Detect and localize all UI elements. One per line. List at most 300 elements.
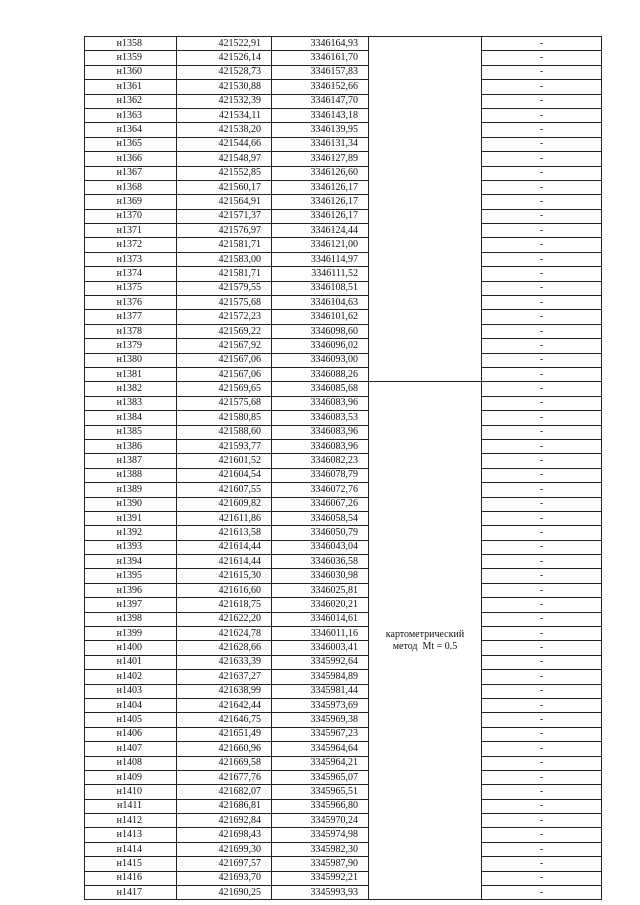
x-coordinate-cell: 421614,44 — [177, 555, 272, 569]
y-coordinate-cell: 3346050,79 — [272, 526, 369, 540]
y-coordinate-cell: 3346147,70 — [272, 94, 369, 108]
table-row — [85, 267, 602, 281]
x-coordinate-cell: 421660,96 — [177, 742, 272, 756]
error-cell: - — [482, 670, 602, 684]
y-coordinate-cell: 3345964,21 — [272, 756, 369, 770]
table-row — [85, 425, 602, 439]
x-coordinate-cell: 421615,30 — [177, 569, 272, 583]
error-cell: - — [482, 324, 602, 338]
error-cell: - — [482, 598, 602, 612]
y-coordinate-cell: 3346011,16 — [272, 627, 369, 641]
error-cell: - — [482, 439, 602, 453]
error-cell: - — [482, 583, 602, 597]
point-id-cell: н1377 — [85, 310, 177, 324]
table-row — [85, 540, 602, 554]
point-id-cell: н1368 — [85, 180, 177, 194]
error-cell: - — [482, 310, 602, 324]
error-cell: - — [482, 814, 602, 828]
error-cell: - — [482, 281, 602, 295]
x-coordinate-cell: 421567,92 — [177, 339, 272, 353]
y-coordinate-cell: 3346036,58 — [272, 555, 369, 569]
point-id-cell: н1404 — [85, 698, 177, 712]
table-row — [85, 871, 602, 885]
error-cell: - — [482, 842, 602, 856]
error-cell: - — [482, 742, 602, 756]
table-row — [85, 569, 602, 583]
table-row — [85, 180, 602, 194]
table-row — [85, 698, 602, 712]
y-coordinate-cell: 3345984,89 — [272, 670, 369, 684]
page-header-strip — [0, 0, 640, 20]
error-cell: - — [482, 396, 602, 410]
table-row — [85, 252, 602, 266]
coordinates-table — [84, 36, 602, 900]
y-coordinate-cell: 3345965,07 — [272, 770, 369, 784]
point-id-cell: н1365 — [85, 137, 177, 151]
table-row — [85, 770, 602, 784]
y-coordinate-cell: 3345992,64 — [272, 655, 369, 669]
x-coordinate-cell: 421698,43 — [177, 828, 272, 842]
point-id-cell: н1399 — [85, 627, 177, 641]
y-coordinate-cell: 3346030,98 — [272, 569, 369, 583]
point-id-cell: н1376 — [85, 296, 177, 310]
error-cell: - — [482, 727, 602, 741]
point-id-cell: н1413 — [85, 828, 177, 842]
table-row — [85, 152, 602, 166]
x-coordinate-cell: 421613,58 — [177, 526, 272, 540]
y-coordinate-cell: 3346126,17 — [272, 195, 369, 209]
table-row — [85, 627, 602, 641]
table-row — [85, 785, 602, 799]
error-cell: - — [482, 540, 602, 554]
method-line-1: картометрический — [385, 628, 465, 640]
x-coordinate-cell: 421569,65 — [177, 382, 272, 396]
y-coordinate-cell: 3346157,83 — [272, 65, 369, 79]
y-coordinate-cell: 3345987,90 — [272, 857, 369, 871]
error-cell: - — [482, 37, 602, 51]
error-cell: - — [482, 137, 602, 151]
y-coordinate-cell: 3346096,02 — [272, 339, 369, 353]
table-row — [85, 108, 602, 122]
y-coordinate-cell: 3345981,44 — [272, 684, 369, 698]
table-row — [85, 468, 602, 482]
point-id-cell: н1403 — [85, 684, 177, 698]
y-coordinate-cell: 3346014,61 — [272, 612, 369, 626]
point-id-cell: н1402 — [85, 670, 177, 684]
y-coordinate-cell: 3346025,81 — [272, 583, 369, 597]
error-cell: - — [482, 871, 602, 885]
point-id-cell: н1378 — [85, 324, 177, 338]
y-coordinate-cell: 3346126,60 — [272, 166, 369, 180]
y-coordinate-cell: 3345965,51 — [272, 785, 369, 799]
table-row — [85, 411, 602, 425]
point-id-cell: н1392 — [85, 526, 177, 540]
error-cell: - — [482, 367, 602, 381]
x-coordinate-cell: 421581,71 — [177, 267, 272, 281]
x-coordinate-cell: 421646,75 — [177, 713, 272, 727]
x-coordinate-cell: 421544,66 — [177, 137, 272, 151]
point-id-cell: н1390 — [85, 497, 177, 511]
x-coordinate-cell: 421692,84 — [177, 814, 272, 828]
table-row — [85, 742, 602, 756]
x-coordinate-cell: 421583,00 — [177, 252, 272, 266]
table-row — [85, 828, 602, 842]
method-cell — [369, 382, 482, 900]
point-id-cell: н1394 — [85, 555, 177, 569]
table-row — [85, 324, 602, 338]
error-cell: - — [482, 152, 602, 166]
point-id-cell: н1405 — [85, 713, 177, 727]
table-row — [85, 814, 602, 828]
error-cell: - — [482, 483, 602, 497]
y-coordinate-cell: 3346082,23 — [272, 454, 369, 468]
x-coordinate-cell: 421548,97 — [177, 152, 272, 166]
x-coordinate-cell: 421530,88 — [177, 80, 272, 94]
table-row — [85, 713, 602, 727]
y-coordinate-cell: 3346067,26 — [272, 497, 369, 511]
x-coordinate-cell: 421601,52 — [177, 454, 272, 468]
error-cell: - — [482, 195, 602, 209]
y-coordinate-cell: 3346131,34 — [272, 137, 369, 151]
table-row — [85, 583, 602, 597]
x-coordinate-cell: 421624,78 — [177, 627, 272, 641]
point-id-cell: н1391 — [85, 511, 177, 525]
x-coordinate-cell: 421611,86 — [177, 511, 272, 525]
error-cell: - — [482, 80, 602, 94]
error-cell: - — [482, 655, 602, 669]
error-cell: - — [482, 526, 602, 540]
table-row — [85, 80, 602, 94]
y-coordinate-cell: 3346083,96 — [272, 425, 369, 439]
point-id-cell: н1401 — [85, 655, 177, 669]
x-coordinate-cell: 421638,99 — [177, 684, 272, 698]
error-cell: - — [482, 123, 602, 137]
y-coordinate-cell: 3345973,69 — [272, 698, 369, 712]
point-id-cell: н1409 — [85, 770, 177, 784]
error-cell: - — [482, 828, 602, 842]
y-coordinate-cell: 3345982,30 — [272, 842, 369, 856]
y-coordinate-cell: 3346126,17 — [272, 180, 369, 194]
point-id-cell: н1366 — [85, 152, 177, 166]
method-line-2: метод Mt = 0.5 — [392, 640, 458, 652]
point-id-cell: н1383 — [85, 396, 177, 410]
y-coordinate-cell: 3345964,64 — [272, 742, 369, 756]
point-id-cell: н1386 — [85, 439, 177, 453]
table-row — [85, 670, 602, 684]
x-coordinate-cell: 421552,85 — [177, 166, 272, 180]
point-id-cell: н1373 — [85, 252, 177, 266]
error-cell: - — [482, 425, 602, 439]
point-id-cell: н1359 — [85, 51, 177, 65]
x-coordinate-cell: 421522,91 — [177, 37, 272, 51]
point-id-cell: н1363 — [85, 108, 177, 122]
y-coordinate-cell: 3346127,89 — [272, 152, 369, 166]
error-cell: - — [482, 770, 602, 784]
x-coordinate-cell: 421682,07 — [177, 785, 272, 799]
x-coordinate-cell: 421532,39 — [177, 94, 272, 108]
table-row — [85, 224, 602, 238]
error-cell: - — [482, 51, 602, 65]
y-coordinate-cell: 3346020,21 — [272, 598, 369, 612]
point-id-cell: н1369 — [85, 195, 177, 209]
point-id-cell: н1406 — [85, 727, 177, 741]
y-coordinate-cell: 3346152,66 — [272, 80, 369, 94]
method-cell-empty — [369, 37, 482, 382]
table-row — [85, 238, 602, 252]
y-coordinate-cell: 3346072,76 — [272, 483, 369, 497]
error-cell: - — [482, 382, 602, 396]
table-row — [85, 65, 602, 79]
x-coordinate-cell: 421618,75 — [177, 598, 272, 612]
point-id-cell: н1395 — [85, 569, 177, 583]
table-row — [85, 37, 602, 51]
x-coordinate-cell: 421593,77 — [177, 439, 272, 453]
error-cell: - — [482, 454, 602, 468]
y-coordinate-cell: 3346043,04 — [272, 540, 369, 554]
point-id-cell: н1408 — [85, 756, 177, 770]
y-coordinate-cell: 3345993,93 — [272, 886, 369, 900]
table-row — [85, 497, 602, 511]
x-coordinate-cell: 421560,17 — [177, 180, 272, 194]
y-coordinate-cell: 3346078,79 — [272, 468, 369, 482]
error-cell: - — [482, 641, 602, 655]
point-id-cell: н1385 — [85, 425, 177, 439]
error-cell: - — [482, 166, 602, 180]
x-coordinate-cell: 421622,20 — [177, 612, 272, 626]
x-coordinate-cell: 421677,76 — [177, 770, 272, 784]
x-coordinate-cell: 421651,49 — [177, 727, 272, 741]
error-cell: - — [482, 612, 602, 626]
x-coordinate-cell: 421576,97 — [177, 224, 272, 238]
x-coordinate-cell: 421604,54 — [177, 468, 272, 482]
y-coordinate-cell: 3346003,41 — [272, 641, 369, 655]
x-coordinate-cell: 421534,11 — [177, 108, 272, 122]
table-row — [85, 209, 602, 223]
x-coordinate-cell: 421528,73 — [177, 65, 272, 79]
point-id-cell: н1410 — [85, 785, 177, 799]
table-row — [85, 353, 602, 367]
y-coordinate-cell: 3346104,63 — [272, 296, 369, 310]
error-cell: - — [482, 756, 602, 770]
x-coordinate-cell: 421579,55 — [177, 281, 272, 295]
table-row — [85, 655, 602, 669]
point-id-cell: н1371 — [85, 224, 177, 238]
x-coordinate-cell: 421538,20 — [177, 123, 272, 137]
table-row — [85, 842, 602, 856]
y-coordinate-cell: 3345992,21 — [272, 871, 369, 885]
table-row — [85, 94, 602, 108]
y-coordinate-cell: 3346124,44 — [272, 224, 369, 238]
point-id-cell: н1372 — [85, 238, 177, 252]
point-id-cell: н1384 — [85, 411, 177, 425]
y-coordinate-cell: 3345966,80 — [272, 799, 369, 813]
error-cell: - — [482, 785, 602, 799]
table-row — [85, 684, 602, 698]
y-coordinate-cell: 3346164,93 — [272, 37, 369, 51]
table-row — [85, 727, 602, 741]
table-row — [85, 396, 602, 410]
table-row — [85, 756, 602, 770]
table-row — [85, 166, 602, 180]
point-id-cell: н1398 — [85, 612, 177, 626]
x-coordinate-cell: 421642,44 — [177, 698, 272, 712]
point-id-cell: н1367 — [85, 166, 177, 180]
x-coordinate-cell: 421567,06 — [177, 367, 272, 381]
x-coordinate-cell: 421697,57 — [177, 857, 272, 871]
table-row — [85, 483, 602, 497]
point-id-cell: н1407 — [85, 742, 177, 756]
y-coordinate-cell: 3346083,96 — [272, 396, 369, 410]
error-cell: - — [482, 296, 602, 310]
point-id-cell: н1358 — [85, 37, 177, 51]
x-coordinate-cell: 421581,71 — [177, 238, 272, 252]
x-coordinate-cell: 421575,68 — [177, 396, 272, 410]
error-cell: - — [482, 108, 602, 122]
x-coordinate-cell: 421637,27 — [177, 670, 272, 684]
point-id-cell: н1388 — [85, 468, 177, 482]
error-cell: - — [482, 555, 602, 569]
y-coordinate-cell: 3346085,68 — [272, 382, 369, 396]
y-coordinate-cell: 3346093,00 — [272, 353, 369, 367]
table-row — [85, 51, 602, 65]
point-id-cell: н1412 — [85, 814, 177, 828]
table-row — [85, 123, 602, 137]
y-coordinate-cell: 3346088,26 — [272, 367, 369, 381]
y-coordinate-cell: 3345969,38 — [272, 713, 369, 727]
point-id-cell: н1361 — [85, 80, 177, 94]
point-id-cell: н1364 — [85, 123, 177, 137]
point-id-cell: н1374 — [85, 267, 177, 281]
error-cell: - — [482, 339, 602, 353]
point-id-cell: н1375 — [85, 281, 177, 295]
x-coordinate-cell: 421580,85 — [177, 411, 272, 425]
x-coordinate-cell: 421669,58 — [177, 756, 272, 770]
x-coordinate-cell: 421699,30 — [177, 842, 272, 856]
error-cell: - — [482, 497, 602, 511]
x-coordinate-cell: 421633,39 — [177, 655, 272, 669]
point-id-cell: н1381 — [85, 367, 177, 381]
point-id-cell: н1397 — [85, 598, 177, 612]
table-row — [85, 137, 602, 151]
error-cell: - — [482, 857, 602, 871]
point-id-cell: н1416 — [85, 871, 177, 885]
x-coordinate-cell: 421614,44 — [177, 540, 272, 554]
error-cell: - — [482, 511, 602, 525]
table-row — [85, 296, 602, 310]
x-coordinate-cell: 421628,66 — [177, 641, 272, 655]
point-id-cell: н1387 — [85, 454, 177, 468]
y-coordinate-cell: 3345974,98 — [272, 828, 369, 842]
point-id-cell: н1396 — [85, 583, 177, 597]
table-row — [85, 526, 602, 540]
x-coordinate-cell: 421571,37 — [177, 209, 272, 223]
table-row — [85, 857, 602, 871]
x-coordinate-cell: 421693,70 — [177, 871, 272, 885]
x-coordinate-cell: 421607,55 — [177, 483, 272, 497]
coordinates-table-body — [85, 37, 602, 900]
y-coordinate-cell: 3346083,96 — [272, 439, 369, 453]
point-id-cell: н1380 — [85, 353, 177, 367]
y-coordinate-cell: 3346058,54 — [272, 511, 369, 525]
point-id-cell: н1370 — [85, 209, 177, 223]
error-cell: - — [482, 627, 602, 641]
x-coordinate-cell: 421588,60 — [177, 425, 272, 439]
error-cell: - — [482, 238, 602, 252]
error-cell: - — [482, 799, 602, 813]
point-id-cell: н1389 — [85, 483, 177, 497]
error-cell: - — [482, 267, 602, 281]
table-row — [85, 195, 602, 209]
error-cell: - — [482, 468, 602, 482]
y-coordinate-cell: 3346108,51 — [272, 281, 369, 295]
x-coordinate-cell: 421609,82 — [177, 497, 272, 511]
error-cell: - — [482, 252, 602, 266]
point-id-cell: н1400 — [85, 641, 177, 655]
y-coordinate-cell: 3346101,62 — [272, 310, 369, 324]
error-cell: - — [482, 224, 602, 238]
error-cell: - — [482, 713, 602, 727]
y-coordinate-cell: 3346111,52 — [272, 267, 369, 281]
point-id-cell: н1382 — [85, 382, 177, 396]
table-row — [85, 799, 602, 813]
table-row — [85, 339, 602, 353]
error-cell: - — [482, 94, 602, 108]
x-coordinate-cell: 421567,06 — [177, 353, 272, 367]
x-coordinate-cell: 421690,25 — [177, 886, 272, 900]
point-id-cell: н1360 — [85, 65, 177, 79]
table-row — [85, 511, 602, 525]
table-row — [85, 439, 602, 453]
y-coordinate-cell: 3346161,70 — [272, 51, 369, 65]
y-coordinate-cell: 3345970,24 — [272, 814, 369, 828]
table-row — [85, 454, 602, 468]
x-coordinate-cell: 421616,60 — [177, 583, 272, 597]
error-cell: - — [482, 698, 602, 712]
x-coordinate-cell: 421569,22 — [177, 324, 272, 338]
point-id-cell: н1415 — [85, 857, 177, 871]
y-coordinate-cell: 3346083,53 — [272, 411, 369, 425]
x-coordinate-cell: 421572,23 — [177, 310, 272, 324]
table-row — [85, 886, 602, 900]
point-id-cell: н1393 — [85, 540, 177, 554]
error-cell: - — [482, 411, 602, 425]
y-coordinate-cell: 3345967,23 — [272, 727, 369, 741]
y-coordinate-cell: 3346139,95 — [272, 123, 369, 137]
table-row — [85, 612, 602, 626]
y-coordinate-cell: 3346143,18 — [272, 108, 369, 122]
table-row — [85, 281, 602, 295]
x-coordinate-cell: 421575,68 — [177, 296, 272, 310]
error-cell: - — [482, 209, 602, 223]
x-coordinate-cell: 421564,91 — [177, 195, 272, 209]
table-row — [85, 310, 602, 324]
error-cell: - — [482, 180, 602, 194]
table-row — [85, 555, 602, 569]
x-coordinate-cell: 421686,81 — [177, 799, 272, 813]
y-coordinate-cell: 3346121,00 — [272, 238, 369, 252]
error-cell: - — [482, 65, 602, 79]
y-coordinate-cell: 3346126,17 — [272, 209, 369, 223]
table-row — [85, 382, 602, 396]
error-cell: - — [482, 353, 602, 367]
error-cell: - — [482, 684, 602, 698]
y-coordinate-cell: 3346098,60 — [272, 324, 369, 338]
point-id-cell: н1411 — [85, 799, 177, 813]
x-coordinate-cell: 421526,14 — [177, 51, 272, 65]
point-id-cell: н1417 — [85, 886, 177, 900]
point-id-cell: н1362 — [85, 94, 177, 108]
table-row — [85, 367, 602, 381]
